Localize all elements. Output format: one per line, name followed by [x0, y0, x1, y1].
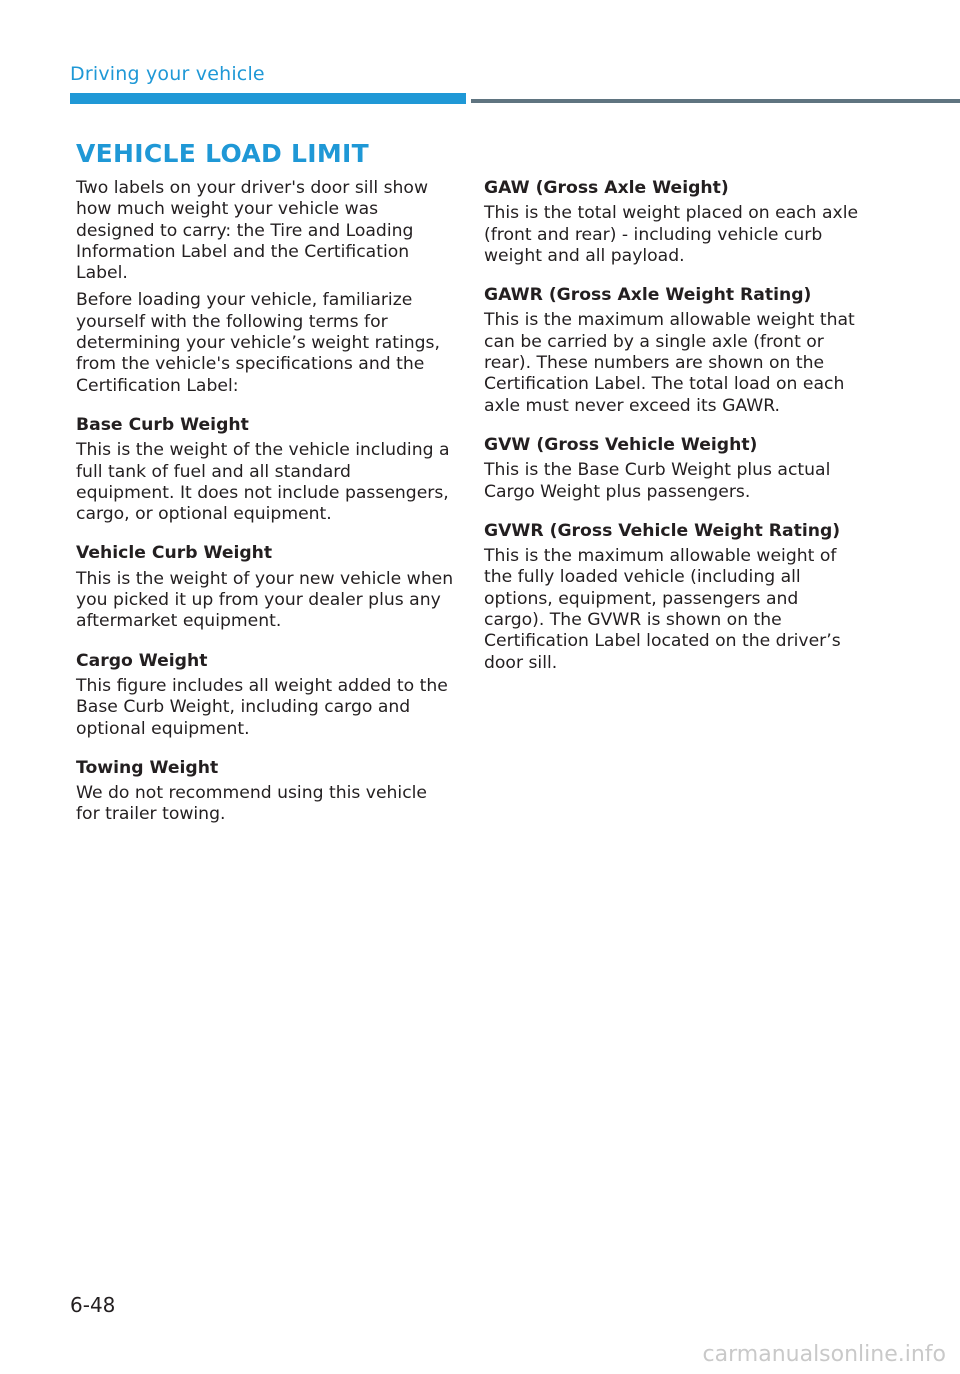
term-block [484, 285, 864, 417]
term-heading: Vehicle Curb Weight [76, 543, 273, 564]
term-heading: GAW (Gross Axle Weight) [484, 178, 729, 198]
term-heading: GVW (Gross Vehicle Weight) [484, 434, 758, 455]
intro-paragraph: Before loading your vehicle, familiarize yourself with the following terms for determining your vehicle’s weight ratings, from the vehicle's specifications and the Certification Label: [76, 290, 440, 396]
left-column [76, 178, 454, 832]
term-block [484, 435, 864, 503]
term-heading: Base Curb Weight [76, 414, 249, 435]
watermark: carmanualsonline.info [702, 1342, 946, 1367]
term-heading: GVWR (Gross Vehicle Weight Rating) [484, 520, 841, 541]
right-column [484, 178, 864, 680]
term-block [484, 178, 864, 267]
page-number: 6-48 [70, 1293, 116, 1317]
term-block [76, 543, 454, 632]
intro-paragraph: Two labels on your driver's door sill show how much weight your vehicle was designed to carry: the Tire and Loading Information Label and the Certification Label. [76, 178, 428, 284]
term-body: This is the total weight placed on each axle (front and rear) - including vehicle curb weight and all payload. [484, 203, 859, 266]
term-heading: Towing Weight [76, 757, 219, 778]
term-block [76, 651, 454, 740]
term-heading: GAWR (Gross Axle Weight Rating) [484, 285, 812, 306]
term-body: We do not recommend using this vehicle for trailer towing. [76, 783, 428, 825]
term-body: This figure includes all weight added to the Base Curb Weight, including cargo and optional equipment. [76, 675, 448, 739]
term-block [484, 521, 864, 674]
section-title: VEHICLE LOAD LIMIT [76, 139, 369, 168]
header-rule-accent [70, 93, 466, 104]
term-body: This is the weight of your new vehicle when you picked it up from your dealer plus any aftermarket equipment. [76, 568, 454, 632]
term-block [76, 415, 454, 525]
term-heading: Cargo Weight [76, 650, 208, 671]
term-block [76, 758, 454, 826]
term-body: This is the maximum allowable weight that can be carried by a single axle (front or rear). These numbers are shown on the Certification Label. The total load on each axle must never exceed its GAWR. [484, 310, 855, 416]
term-body: This is the weight of the vehicle including a full tank of fuel and all standard equipment. It does not include passengers, cargo, or optional equipment. [76, 440, 450, 525]
term-body: This is the Base Curb Weight plus actual Cargo Weight plus passengers. [484, 460, 831, 502]
header-rule-gray [471, 99, 960, 103]
term-body: This is the maximum allowable weight of the fully loaded vehicle (including all options, equipment, passengers and cargo). The GVWR is shown on the Certification Label located on the driver’s door sill. [484, 546, 841, 673]
running-header: Driving your vehicle [70, 63, 265, 85]
